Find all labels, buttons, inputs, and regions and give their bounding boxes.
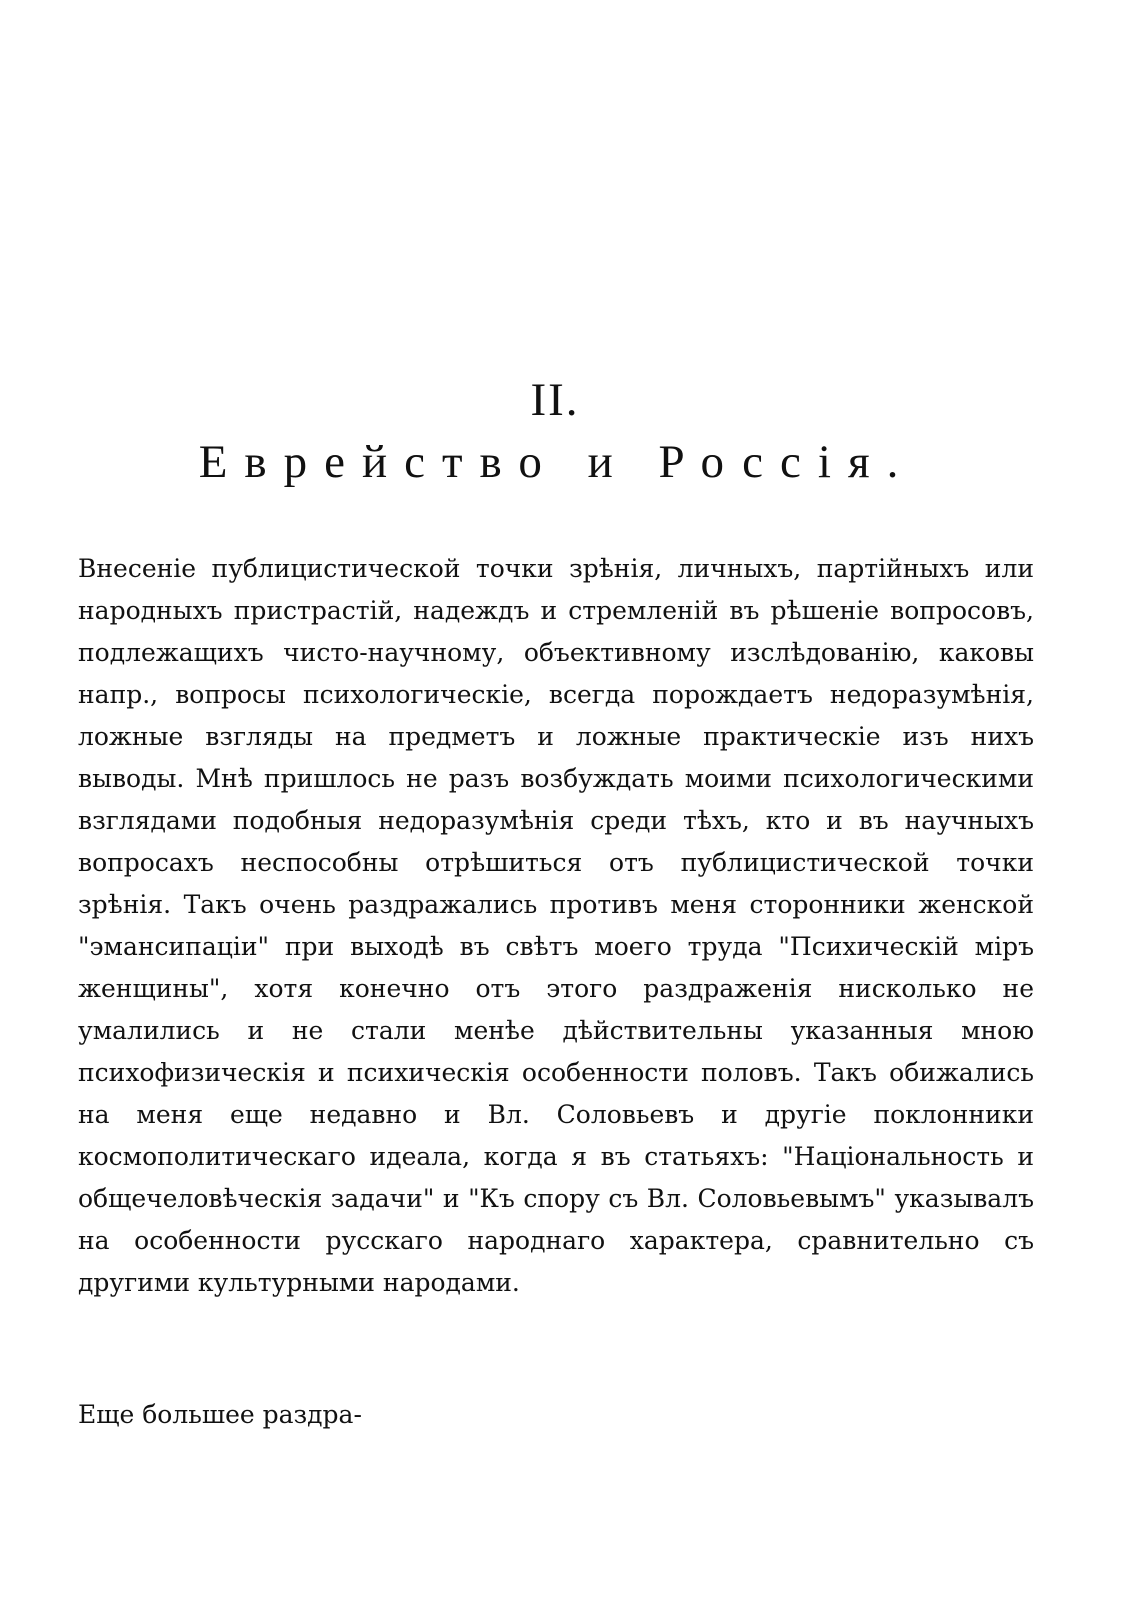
body-paragraph: Внесенiе публицистической точки зрѣнiя, личныхъ, партiйныхъ или народныхъ пристрастiй, надеждъ и стремленiй въ рѣшенiе вопросовъ, подлежащихъ чисто-научному, объективному изслѣдованiю, каковы напр., вопросы психологическiе, всегда порождаетъ недоразумѣнiя, ложные взгляды на предметъ и ложные практическiе изъ нихъ выводы. Мнѣ пришлось не разъ возбуждать моими психологическими взглядами подобныя недоразумѣнiя среди тѣхъ, кто и въ научныхъ вопросахъ неспособны отрѣшиться отъ публицистической точки зрѣнiя. Такъ очень раздражались противъ меня сторонники женской "эмансипацiи" при выходѣ въ свѣтъ моего труда "Психическiй мiръ женщины", хотя конечно отъ этого раздраженiя нисколько не умалились и не стали менѣе дѣйствительны указанныя мною психофизическiя и психическiя особенности половъ. Такъ обижались на меня еще недавно и Вл. Соловьевъ и другiе поклонники космополитическаго идеала, когда я въ статьяхъ: "Нацiональность и общечеловѣческiя задачи" и "Къ спору съ Вл. Соловьевымъ" указывалъ на особенности русскаго народнаго характера, сравнительно съ другими культурными народами. bbox=[78, 554, 1034, 1297]
chapter-title: Еврейство и Россiя. bbox=[198, 436, 916, 488]
body-paragraph: Еще большее раздра- bbox=[78, 1400, 362, 1429]
chapter-number: II. bbox=[530, 374, 580, 426]
